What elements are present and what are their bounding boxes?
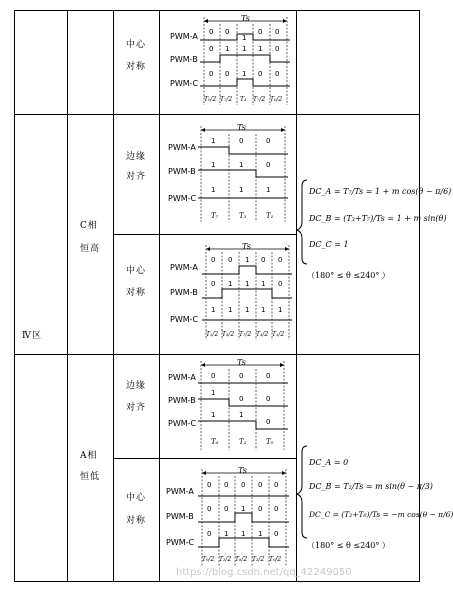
digit: 0 (266, 137, 271, 145)
digit: 0 (207, 505, 212, 513)
time-label: T₆ (211, 438, 219, 446)
digit: 0 (258, 70, 263, 78)
digit: 0 (261, 256, 266, 264)
time-label: T₁/2 (272, 331, 285, 338)
formula-a-dc-a: DC_A = 0 (309, 458, 349, 467)
digit: 1 (242, 70, 247, 78)
ts-label: Ts (242, 242, 251, 251)
c-center-label-2: 对称 (126, 288, 147, 298)
time-label: T₀/2 (270, 96, 283, 103)
pwm-c-label: PWM-C (166, 538, 195, 547)
time-label: T₃/2 (222, 331, 235, 338)
pwm-a-label: PWM-A (170, 32, 198, 41)
digit: 1 (224, 530, 229, 538)
digit: 1 (211, 161, 216, 169)
time-label: T₀/2 (204, 96, 217, 103)
a-edge-label-1: 边缘 (126, 381, 147, 391)
digit: 1 (245, 306, 250, 314)
time-label: T₀/2 (202, 556, 215, 563)
formula-a-range: （180° ≤ θ ≤240° ） (307, 541, 390, 550)
digit: 0 (241, 481, 246, 489)
time-label: T₃ (239, 212, 247, 220)
pwm-a-label: PWM-A (166, 487, 194, 496)
time-label: T₇/2 (253, 96, 266, 103)
digit: 0 (258, 481, 263, 489)
digit: 0 (211, 280, 216, 288)
c-edge-label-1: 边缘 (126, 152, 147, 162)
pwm-c-label: PWM-C (168, 419, 197, 428)
formula-c-dc-b: DC_B = (T₃+T₇)/Ts = 1 + m sin(θ) (309, 214, 447, 223)
digit: 0 (207, 530, 212, 538)
digit: 1 (211, 186, 216, 194)
formula-a-dc-b: DC_B = T₂/Ts = m sin(θ − π/3) (309, 482, 433, 491)
a-low-state: 恒低 (80, 472, 101, 482)
pwm-c-label: PWM-C (170, 79, 199, 88)
digit: 0 (258, 505, 263, 513)
time-label: T₁ (266, 212, 274, 220)
formula-c-dc-c: DC_C = 1 (309, 240, 349, 249)
c-high-state: 恒高 (80, 244, 101, 254)
time-label: T₂/2 (219, 556, 232, 563)
time-label: T₇/2 (239, 331, 252, 338)
time-label: T₇ (211, 212, 219, 220)
digit: 0 (266, 372, 271, 380)
digit: 0 (275, 45, 280, 53)
digit: 1 (241, 505, 246, 513)
pwm-b-label: PWM-B (170, 55, 198, 64)
digit: 0 (228, 256, 233, 264)
digit: 1 (258, 530, 263, 538)
pwm-a-label: PWM-A (168, 143, 196, 152)
time-label: T₃/2 (256, 331, 269, 338)
digit: 0 (225, 70, 230, 78)
c-edge-label-2: 对齐 (126, 172, 147, 182)
digit: 1 (245, 280, 250, 288)
time-label: T₇/2 (220, 96, 233, 103)
ts-label: Ts (238, 466, 247, 475)
pwm-a-label: PWM-A (170, 263, 198, 272)
pwm-b-label: PWM-B (168, 167, 196, 176)
digit: 0 (225, 28, 230, 36)
digit: 1 (239, 161, 244, 169)
digit: 1 (211, 137, 216, 145)
digit: 1 (228, 306, 233, 314)
digit: 1 (241, 530, 246, 538)
ts-label: Ts (241, 14, 250, 23)
digit: 0 (224, 505, 229, 513)
digit: 0 (278, 256, 283, 264)
formula-c-dc-a: DC_A = T₇/Ts = 1 + m cos(θ − π/6) (309, 187, 452, 196)
formula-a-dc-c: DC_C = (T₂+T₆)/Ts = −m cos(θ − π/6) (309, 510, 453, 519)
pwm-b-label: PWM-B (166, 512, 194, 521)
a-low-phase: A相 (80, 451, 98, 461)
time-label: T₆/2 (235, 556, 248, 563)
digit: 1 (239, 411, 244, 419)
digit: 0 (211, 256, 216, 264)
a-edge-label-2: 对齐 (126, 403, 147, 413)
digit: 1 (225, 45, 230, 53)
digit: 0 (266, 418, 271, 426)
digit: 1 (266, 186, 271, 194)
digit: 0 (239, 395, 244, 403)
formula-c-range: （180° ≤ θ ≤240° ） (307, 271, 390, 280)
time-label: T₂ (239, 438, 247, 446)
time-label: T₂/2 (252, 556, 265, 563)
top-center-label-1: 中心 (126, 40, 147, 50)
pwm-b-label: PWM-B (170, 288, 198, 297)
pwm-c-label: PWM-C (168, 194, 197, 203)
digit: 0 (274, 530, 279, 538)
digit: 1 (242, 34, 247, 42)
digit: 0 (209, 28, 214, 36)
digit: 0 (209, 45, 214, 53)
digit: 1 (228, 280, 233, 288)
c-high-phase: C相 (80, 221, 98, 231)
digit: 0 (224, 481, 229, 489)
digit: 0 (258, 28, 263, 36)
digit: 0 (211, 372, 216, 380)
a-center-label-2: 对称 (126, 516, 147, 526)
digit: 1 (211, 389, 216, 397)
digit: 0 (275, 70, 280, 78)
digit: 1 (278, 306, 283, 314)
digit: 0 (239, 372, 244, 380)
c-center-label-1: 中心 (126, 266, 147, 276)
digit: 0 (274, 505, 279, 513)
digit: 0 (274, 481, 279, 489)
digit: 1 (245, 256, 250, 264)
digit: 1 (261, 280, 266, 288)
time-label: T₀/2 (269, 556, 282, 563)
watermark: https://blog.csdn.net/qq_42249050 (176, 567, 352, 578)
time-label: T₁/2 (206, 331, 219, 338)
a-center-label-1: 中心 (126, 493, 147, 503)
time-label: T₀ (266, 438, 274, 446)
time-label: T₃ (240, 96, 247, 103)
digit: 0 (207, 481, 212, 489)
digit: 0 (275, 28, 280, 36)
digit: 1 (211, 411, 216, 419)
pwm-b-label: PWM-B (168, 396, 196, 405)
top-center-label-2: 对称 (126, 62, 147, 72)
digit: 1 (242, 45, 247, 53)
digit: 1 (261, 306, 266, 314)
digit: 0 (239, 137, 244, 145)
digit: 1 (211, 306, 216, 314)
digit: 1 (239, 186, 244, 194)
digit: 0 (266, 395, 271, 403)
pwm-c-label: PWM-C (170, 315, 199, 324)
digit: 0 (266, 161, 271, 169)
digit: 0 (278, 280, 283, 288)
ts-label: Ts (237, 123, 246, 132)
digit: 1 (258, 45, 263, 53)
ts-label: Ts (237, 358, 246, 367)
pwm-a-label: PWM-A (168, 373, 196, 382)
digit: 0 (209, 70, 214, 78)
region-label: Ⅳ区 (22, 331, 42, 341)
